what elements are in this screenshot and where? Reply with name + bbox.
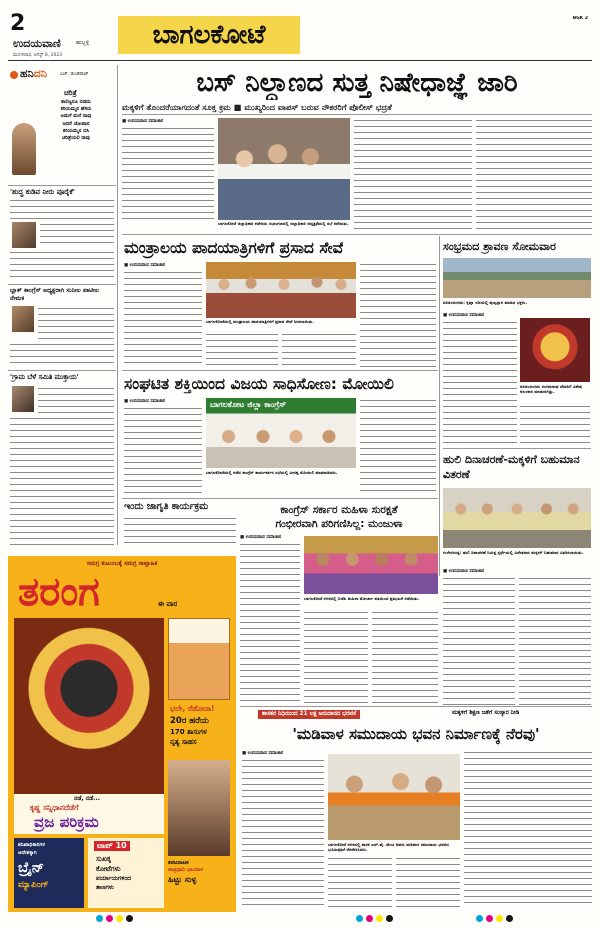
- taranga-top10-line5: ತಾಣಗಳು: [96, 884, 114, 891]
- congress-byline: ■ ಉದಯವಾಣಿ ಸಮಾಚಾರ: [124, 399, 166, 404]
- left-story3-title: 'ಗ್ರಾಮ ಬೆಳೆ ಸಮಿತಿ ಮುಕ್ತಾಯ': [10, 373, 79, 381]
- bottom-bhoomi-puja-photo: [328, 754, 460, 840]
- poet-portrait: [12, 123, 36, 175]
- taranga-star-caption: [168, 860, 232, 885]
- mantralaya-byline: ■ ಉದಯವಾಣಿ ಸಮಾಚಾರ: [124, 263, 166, 268]
- taranga-feature1: ಭಲೇ, ರೆಡೋನಾ!: [170, 704, 215, 713]
- taranga-title: ತರಂಗ: [18, 569, 100, 615]
- taranga-top10-line1: ಟಾಪ್ 10: [94, 841, 130, 851]
- bottom-strap-left: ಶಾಸಕರ ನಿಧಿಯಿಂದ 21 ಲಕ್ಷ ಅನುದಾನದ ಭರವಸೆ: [258, 710, 360, 719]
- shravana-headline: ಸಂಭ್ರಮದ ಶ್ರಾವಣ ಸೋಮವಾರ: [443, 240, 556, 253]
- lead-meeting-photo: [218, 118, 350, 220]
- taranga-star-photo: [168, 760, 230, 856]
- registration-mark: [366, 915, 373, 922]
- dani-title: ದನಿ: [33, 67, 47, 80]
- poem-line: ಕರಿಯಮ್ಮನ ಹೆಸರು: [60, 106, 92, 113]
- taranga-tagline: ಸಮಗ್ರ ಕುಟುಂಬಕ್ಕೆ ಸಮಗ್ರ ಸಾಪ್ತಾಹಿಕ: [86, 560, 158, 567]
- prize-headline: ಹುಲಿ ದಿನಾಚರಣೆ-ಮಕ್ಕಳಿಗೆ ಬಹುಮಾನ ವಿತರಣೆ: [443, 453, 580, 481]
- hani-author: ಎಚ್. ಡುಂಡಿರಾಜ್: [60, 72, 89, 77]
- left-story3-photo: [12, 386, 34, 412]
- bottom-caption: ಬಾಗಲಕೋಟೆ ನಗರದಲ್ಲಿ ಶಾಸಕ ಎಚ್.ವೈ. ಮೇಟಿ ಅವರು ಮಡಿವಾಳ ಸಮುದಾಯ ಭವನದ ಭೂಮಿಪೂಜೆ ನೆರವೇರಿಸಿದರು.: [328, 842, 449, 853]
- prize-byline: ■ ಉದಯವಾಣಿ ಸಮಾಚಾರ: [443, 569, 485, 574]
- women-caption: ಬಾಗಲಕೋಟೆ ನಗರದಲ್ಲಿ ಬಿಜೆಪಿ ಮಹಿಳಾ ಮೋರ್ಚಾ ವತಿಯಿಂದ ಪ್ರತಿಭಟನೆ ನಡೆಯಿತು.: [304, 596, 420, 601]
- bottom-strap-right: ಮಕ್ಕಳಿಗೆ ಶಿಕ್ಷಣ ಜತೆಗೆ ಸಂಸ್ಕಾರ ನೀಡಿ: [452, 710, 520, 716]
- river-bathing-photo: [443, 258, 591, 298]
- congress-caption: ಬಾಗಲಕೋಟೆಯಲ್ಲಿ ನಡೆದ ಕಾಂಗ್ರೆಸ್ ಕಾರ್ಯಕರ್ತರ ಸಭೆಯಲ್ಲಿ ವೀರಪ್ಪ ಮೋಯಿಲಿ ಮಾತನಾಡಿದರು.: [206, 470, 338, 475]
- congress-photo: [206, 398, 356, 468]
- women-byline: ■ ಉದಯವಾಣಿ ಸಮಾಚಾರ: [240, 535, 282, 540]
- taranga-star-line3: ಹಿಟ್ಟು ಸುಳ್ಳ: [168, 875, 197, 884]
- paper-name: ಉದಯವಾಣಿ: [13, 37, 61, 50]
- taranga-feature3: [14, 794, 164, 834]
- bottom-byline: ■ ಉದಯವಾಣಿ ಸಮಾಚಾರ: [242, 751, 284, 756]
- lead-byline: ■ ಉದಯವಾಣಿ ಸಮಾಚಾರ: [122, 119, 164, 124]
- taranga-brain-line2: ಆದೇಶಕ್ಕಾಗಿ: [18, 850, 37, 856]
- taranga-feature3-line2: ಕೃಷ್ಣ ಸನ್ನಿಧಾನದೆಡೆಗೆ: [30, 803, 79, 812]
- prize-group-photo: [443, 488, 591, 548]
- poem-line: ಚರಿತ್ರೆಯಲಿ ನಾವು: [61, 135, 91, 142]
- registration-mark: [476, 915, 483, 922]
- women-protest-photo: [304, 536, 438, 594]
- taranga-top10-line4: ಪರ್ಯಾಯಗಳಿಂದ: [96, 875, 131, 882]
- taranga-ad[interactable]: [8, 556, 236, 912]
- page-number: 2: [10, 12, 26, 36]
- registration-mark: [116, 915, 123, 922]
- mantralaya-headline: ಮಂತ್ರಾಲಯ ಪಾದಯಾತ್ರಿಗಳಿಗೆ ಪ್ರಸಾದ ಸೇವೆ: [124, 239, 344, 257]
- bottom-headline: 'ಮಡಿವಾಳ ಸಮುದಾಯ ಭವನ ನಿರ್ಮಾಣಕ್ಕೆ ನೆರವು': [292, 725, 540, 743]
- taranga-brain-line4: ಮ್ಯಾಪಿಂಗ್: [18, 880, 49, 890]
- shravana-caption1: ಕೂಡಲಸಂಗಮ: ಕೃಷ್ಣಾ ನದಿಯಲ್ಲಿ ಪುಣ್ಯಸ್ನಾನ ಮಾಡಿದ ಭಕ್ತರು.: [443, 300, 528, 305]
- taranga-deity-image: [14, 618, 164, 794]
- hani-dani-column: [8, 65, 116, 185]
- taranga-brain-box: [14, 838, 84, 908]
- taranga-brain-line1: ತನಿಖಾಧಿಕಾರಿಗಳ: [18, 842, 46, 848]
- issue-date: ಮಂಗಳವಾರ, ಆಗಸ್ಟ್ 8, 2023: [13, 53, 63, 58]
- poem-line: ಆದರೆ ಜೋಪಾನ: [62, 120, 90, 127]
- left-story2-title: ಬ್ಲಾಕ್ ಕಾಂಗ್ರೆಸ್ ಅಧ್ಯಕ್ಷರಾಗಿ ಸುನೀಲ ಪಾಟೀಲ ನೇಮಕ: [10, 287, 99, 302]
- taranga-brain-line3: ಬ್ರೈನ್: [18, 860, 45, 876]
- women-headline-line1: ಕಾಂಗ್ರೆಸ್ ಸರ್ಕಾರ ಮಹಿಳಾ ಸುರಕ್ಷತೆ: [280, 504, 398, 516]
- district-banner: ಬಾಗಲಕೋಟೆ: [118, 16, 300, 54]
- taranga-top10-line3: ಕೋಟೆಗಳು: [96, 865, 121, 873]
- taranga-feature3-line3: ವ್ರಜ ಪರಿಕ್ರಮ: [34, 813, 99, 831]
- registration-mark: [496, 915, 503, 922]
- poem-title: ಚರಿತ್ರೆ: [64, 89, 77, 97]
- registration-mark: [386, 915, 393, 922]
- taranga-top10-box: [88, 838, 164, 908]
- taranga-book-cover: [168, 618, 230, 700]
- registration-mark: [96, 915, 103, 922]
- taranga-star-line1: ಕಪಟನಾಟಕ: [168, 860, 189, 866]
- mantralaya-caption: ಬಾಗಲಕೋಟೆಯಲ್ಲಿ ಮಂತ್ರಾಲಯ ಪಾದಯಾತ್ರಿಗಳಿಗೆ ಪ್ರಸಾದ ಸೇವೆ ನೀಡಲಾಯಿತು.: [206, 319, 314, 324]
- shravana-caption2: ಕೂಡಲಸಂಗಮ ಸಂಗಮನಾಥ ದೇವರಿಗೆ ವಿಶೇಷ ಅಲಂಕಾರ ಮಾಡಲಾಗಿತ್ತು.: [520, 384, 583, 395]
- mantralaya-photo: [206, 262, 356, 318]
- poem-line: ಅಡುಗೆ ಮನೆ ನಾವು: [60, 113, 92, 120]
- lead-caption: ಬಾಗಲಕೋಟೆ ಜಿಲ್ಲಾಧಿಕಾರಿ ಕಚೇರಿಯ ಸಭಾಂಗಣದಲ್ಲಿ ಜಿಲ್ಲಾಧಿಕಾರಿ ಅಧ್ಯಕ್ಷತೆಯಲ್ಲಿ ಸಭೆ ನಡೆಯಿತು.: [218, 221, 349, 226]
- lead-subhead: ಮಕ್ಕಳಿಗೆ ತೊಂದರೆಯಾಗದಂತೆ ಸೂಕ್ತ ಕ್ರಮ ■ ಮುಖ್ಯರಿಂದ ವಾಪಸ್ ಬರುವ ನೌಕರರಿಗೆ ಪೊಲೀಸ್ ಭದ್ರತೆ: [122, 102, 392, 112]
- edition-sub: ಹುಬ್ಬಳ್ಳಿ: [76, 40, 90, 46]
- women-headline-line2: ಗಂಭೀರವಾಗಿ ಪರಿಗಣಿಸಿಲ್ಲ: ಮಂಜುಳಾ: [275, 518, 403, 530]
- hani-title: ಹನಿ: [20, 67, 34, 80]
- taranga-star-line2: ಪಾತ್ರಧಾರಿ ಛಾಯಾಳ: [168, 867, 204, 873]
- poem-line: ಕರಿಯಮ್ಮನ ಬಿಸಿ: [62, 127, 90, 134]
- prize-caption: ಗುಳೇದಗುಡ್ಡ: ಹುಲಿ ದಿನಾಚರಣೆ ನಿಮಿತ್ತ ಸ್ಪರ್ಧೆಯಲ್ಲಿ ವಿಜೇತರಾದ ಮಕ್ಕಳಿಗೆ ಬಹುಮಾನ ವಿತರಿಸಲಾಯಿತು.: [443, 550, 584, 555]
- taranga-feature3-line1: ನಡೆ, ನಡೆ...: [74, 795, 101, 802]
- left-story1-photo: [12, 222, 36, 248]
- page-code: BGK 2: [572, 16, 588, 21]
- lead-headline: ಬಸ್ ನಿಲ್ದಾಣದ ಸುತ್ತ ನಿಷೇಧಾಜ್ಞೆ ಜಾರಿ: [196, 68, 518, 98]
- today-headline: ಇಂದು ಜಾಗೃತಿ ಕಾರ್ಯಕ್ರಮ: [124, 501, 209, 512]
- taranga-feature2-line1: 20ರ ಹರೆಯ: [170, 716, 209, 726]
- registration-mark: [506, 915, 513, 922]
- taranga-sub: ಈ ವಾರ: [158, 600, 178, 608]
- masthead: [0, 0, 600, 62]
- registration-mark: [376, 915, 383, 922]
- taranga-top10-line2: ಸುಖಕ್ಕ: [96, 855, 111, 863]
- taranga-feature2-line3: ನೃತ್ಯ ಸಾಹಸ: [170, 738, 197, 746]
- poem-line: ಕಾಲಿಟ್ಟರೂ ಬಿಡದು: [61, 99, 91, 105]
- registration-mark: [106, 915, 113, 922]
- registration-mark: [486, 915, 493, 922]
- congress-headline: ಸಂಘಟಿತ ಶಕ್ತಿಯಿಂದ ವಿಜಯ ಸಾಧಿಸೋಣ: ಮೋಯಿಲಿ: [124, 375, 394, 393]
- shravana-byline: ■ ಉದಯವಾಣಿ ಸಮಾಚಾರ: [443, 313, 485, 318]
- left-story1-title: 'ಶುದ್ಧ ಕುಡಿವ ನೀರು ಪೂರೈಕೆ': [10, 188, 75, 196]
- left-story2-photo: [12, 306, 34, 332]
- registration-mark: [126, 915, 133, 922]
- congress-banner-text: ಬಾಗಲಕೋಟ ಜಿಲ್ಲಾ ಕಾಂಗ್ರೆಸ್: [210, 400, 287, 409]
- registration-mark: [356, 915, 363, 922]
- taranga-feature2-line2: 170 ತಾಸುಗಳ: [170, 728, 207, 736]
- brand-dot-icon: [10, 71, 18, 79]
- poem-lines: [38, 99, 114, 142]
- deity-photo: [520, 318, 590, 382]
